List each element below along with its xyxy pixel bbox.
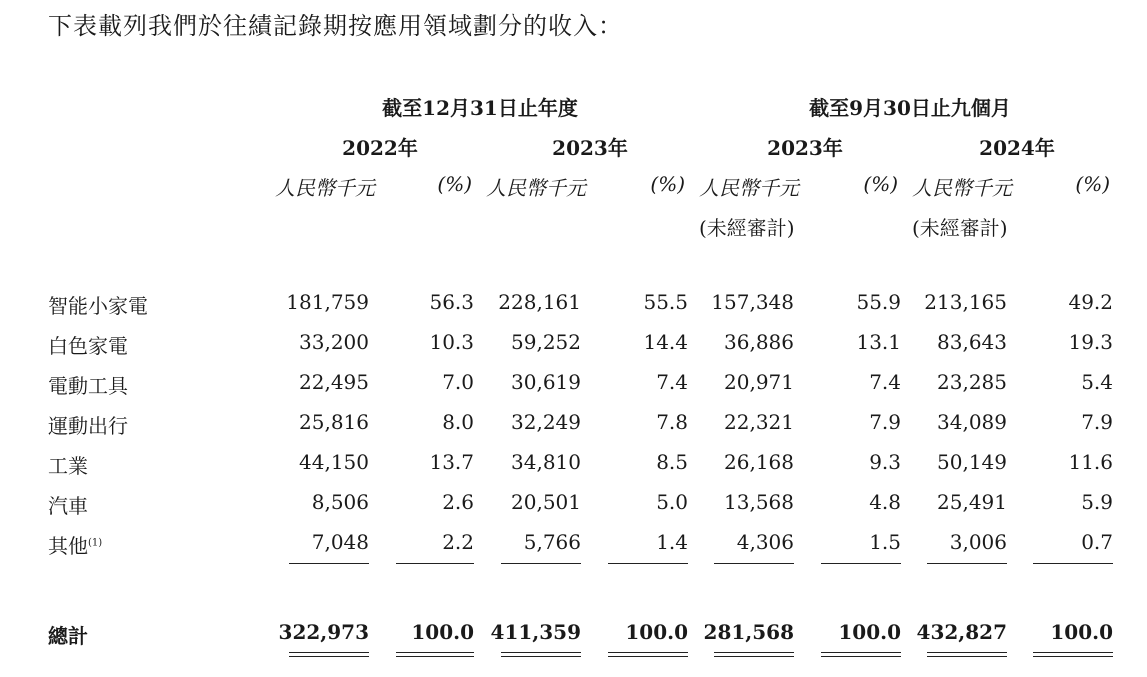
- row-label: 電動工具: [48, 374, 128, 398]
- unit-pct-2022: (%): [437, 172, 472, 196]
- total-percent-cell: 100.0: [625, 620, 688, 644]
- amount-cell: 20,971: [724, 370, 794, 394]
- amount-cell: 34,089: [937, 410, 1007, 434]
- percent-cell: 7.9: [1081, 410, 1113, 434]
- percent-cell: 1.4: [656, 530, 688, 554]
- amount-cell: 23,285: [937, 370, 1007, 394]
- percent-cell: 56.3: [429, 290, 474, 314]
- double-rule-col1: [289, 652, 369, 657]
- unit-amount-2022: 人民幣千元: [275, 176, 375, 200]
- header-9m-group: 截至9月30日止九個月: [809, 96, 1011, 120]
- total-amount-cell: 322,973: [278, 620, 369, 644]
- percent-cell: 5.0: [656, 490, 688, 514]
- double-rule-col8: [1033, 652, 1113, 657]
- amount-cell: 26,168: [724, 450, 794, 474]
- amount-cell: 213,165: [924, 290, 1007, 314]
- unaudited-note-2023: (未經審計): [699, 216, 795, 240]
- row-label: 智能小家電: [48, 294, 148, 318]
- row-label: 汽車: [48, 494, 88, 518]
- header-fy-group: 截至12月31日止年度: [382, 96, 578, 120]
- percent-cell: 7.9: [869, 410, 901, 434]
- percent-cell: 13.7: [429, 450, 474, 474]
- row-label: 工業: [48, 454, 88, 478]
- amount-cell: 33,200: [299, 330, 369, 354]
- rule-col8: [1033, 563, 1113, 564]
- percent-cell: 14.4: [643, 330, 688, 354]
- percent-cell: 55.9: [856, 290, 901, 314]
- amount-cell: 30,619: [511, 370, 581, 394]
- amount-cell: 25,816: [299, 410, 369, 434]
- percent-cell: 13.1: [856, 330, 901, 354]
- header-year-2024-9m: 2024年: [979, 136, 1055, 160]
- row-label: 其他$^{(1)}$: [48, 534, 103, 558]
- unaudited-note-2024: (未經審計): [912, 216, 1008, 240]
- rule-col1: [289, 563, 369, 564]
- percent-cell: 1.5: [869, 530, 901, 554]
- rule-col2: [396, 563, 474, 564]
- percent-cell: 55.5: [643, 290, 688, 314]
- amount-cell: 22,321: [724, 410, 794, 434]
- total-amount-cell: 432,827: [916, 620, 1007, 644]
- amount-cell: 228,161: [498, 290, 581, 314]
- amount-cell: 22,495: [299, 370, 369, 394]
- amount-cell: 34,810: [511, 450, 581, 474]
- rule-col6: [821, 563, 901, 564]
- percent-cell: 2.2: [442, 530, 474, 554]
- header-year-2022: 2022年: [342, 136, 418, 160]
- amount-cell: 32,249: [511, 410, 581, 434]
- rule-col7: [927, 563, 1007, 564]
- row-label: 運動出行: [48, 414, 128, 438]
- percent-cell: 19.3: [1068, 330, 1113, 354]
- percent-cell: 9.3: [869, 450, 901, 474]
- unit-amount-2024-9m: 人民幣千元: [912, 176, 1012, 200]
- amount-cell: 3,006: [949, 530, 1007, 554]
- percent-cell: 7.8: [656, 410, 688, 434]
- amount-cell: 13,568: [724, 490, 794, 514]
- percent-cell: 49.2: [1068, 290, 1113, 314]
- percent-cell: 7.4: [869, 370, 901, 394]
- total-percent-cell: 100.0: [1050, 620, 1113, 644]
- header-year-2023-9m: 2023年: [767, 136, 843, 160]
- rule-col4: [608, 563, 688, 564]
- double-rule-col5: [714, 652, 794, 657]
- total-percent-cell: 100.0: [411, 620, 474, 644]
- double-rule-col4: [608, 652, 688, 657]
- rule-col3: [501, 563, 581, 564]
- percent-cell: 8.5: [656, 450, 688, 474]
- unit-pct-2023: (%): [650, 172, 685, 196]
- percent-cell: 2.6: [442, 490, 474, 514]
- total-amount-cell: 281,568: [703, 620, 794, 644]
- amount-cell: 36,886: [724, 330, 794, 354]
- percent-cell: 4.8: [869, 490, 901, 514]
- footnote-marker: (1): [88, 537, 103, 549]
- unit-pct-2024-9m: (%): [1075, 172, 1110, 196]
- amount-cell: 157,348: [711, 290, 794, 314]
- percent-cell: 7.4: [656, 370, 688, 394]
- amount-cell: 50,149: [937, 450, 1007, 474]
- total-percent-cell: 100.0: [838, 620, 901, 644]
- amount-cell: 44,150: [299, 450, 369, 474]
- amount-cell: 7,048: [311, 530, 369, 554]
- double-rule-col2: [396, 652, 474, 657]
- unit-amount-2023: 人民幣千元: [486, 176, 586, 200]
- amount-cell: 8,506: [311, 490, 369, 514]
- intro-text: 下表載列我們於往績記錄期按應用領域劃分的收入：: [48, 12, 623, 40]
- double-rule-col3: [501, 652, 581, 657]
- amount-cell: 20,501: [511, 490, 581, 514]
- total-amount-cell: 411,359: [490, 620, 581, 644]
- percent-cell: 8.0: [442, 410, 474, 434]
- percent-cell: 0.7: [1081, 530, 1113, 554]
- header-year-2023-fy: 2023年: [552, 136, 628, 160]
- amount-cell: 25,491: [937, 490, 1007, 514]
- double-rule-col7: [927, 652, 1007, 657]
- row-label: 白色家電: [48, 334, 128, 358]
- amount-cell: 83,643: [937, 330, 1007, 354]
- percent-cell: 10.3: [429, 330, 474, 354]
- percent-cell: 11.6: [1068, 450, 1113, 474]
- amount-cell: 4,306: [736, 530, 794, 554]
- percent-cell: 5.9: [1081, 490, 1113, 514]
- total-label: 總計: [48, 624, 88, 648]
- rule-col5: [714, 563, 794, 564]
- amount-cell: 5,766: [523, 530, 581, 554]
- amount-cell: 181,759: [286, 290, 369, 314]
- unit-pct-2023-9m: (%): [863, 172, 898, 196]
- percent-cell: 7.0: [442, 370, 474, 394]
- unit-amount-2023-9m: 人民幣千元: [699, 176, 799, 200]
- percent-cell: 5.4: [1081, 370, 1113, 394]
- double-rule-col6: [821, 652, 901, 657]
- amount-cell: 59,252: [511, 330, 581, 354]
